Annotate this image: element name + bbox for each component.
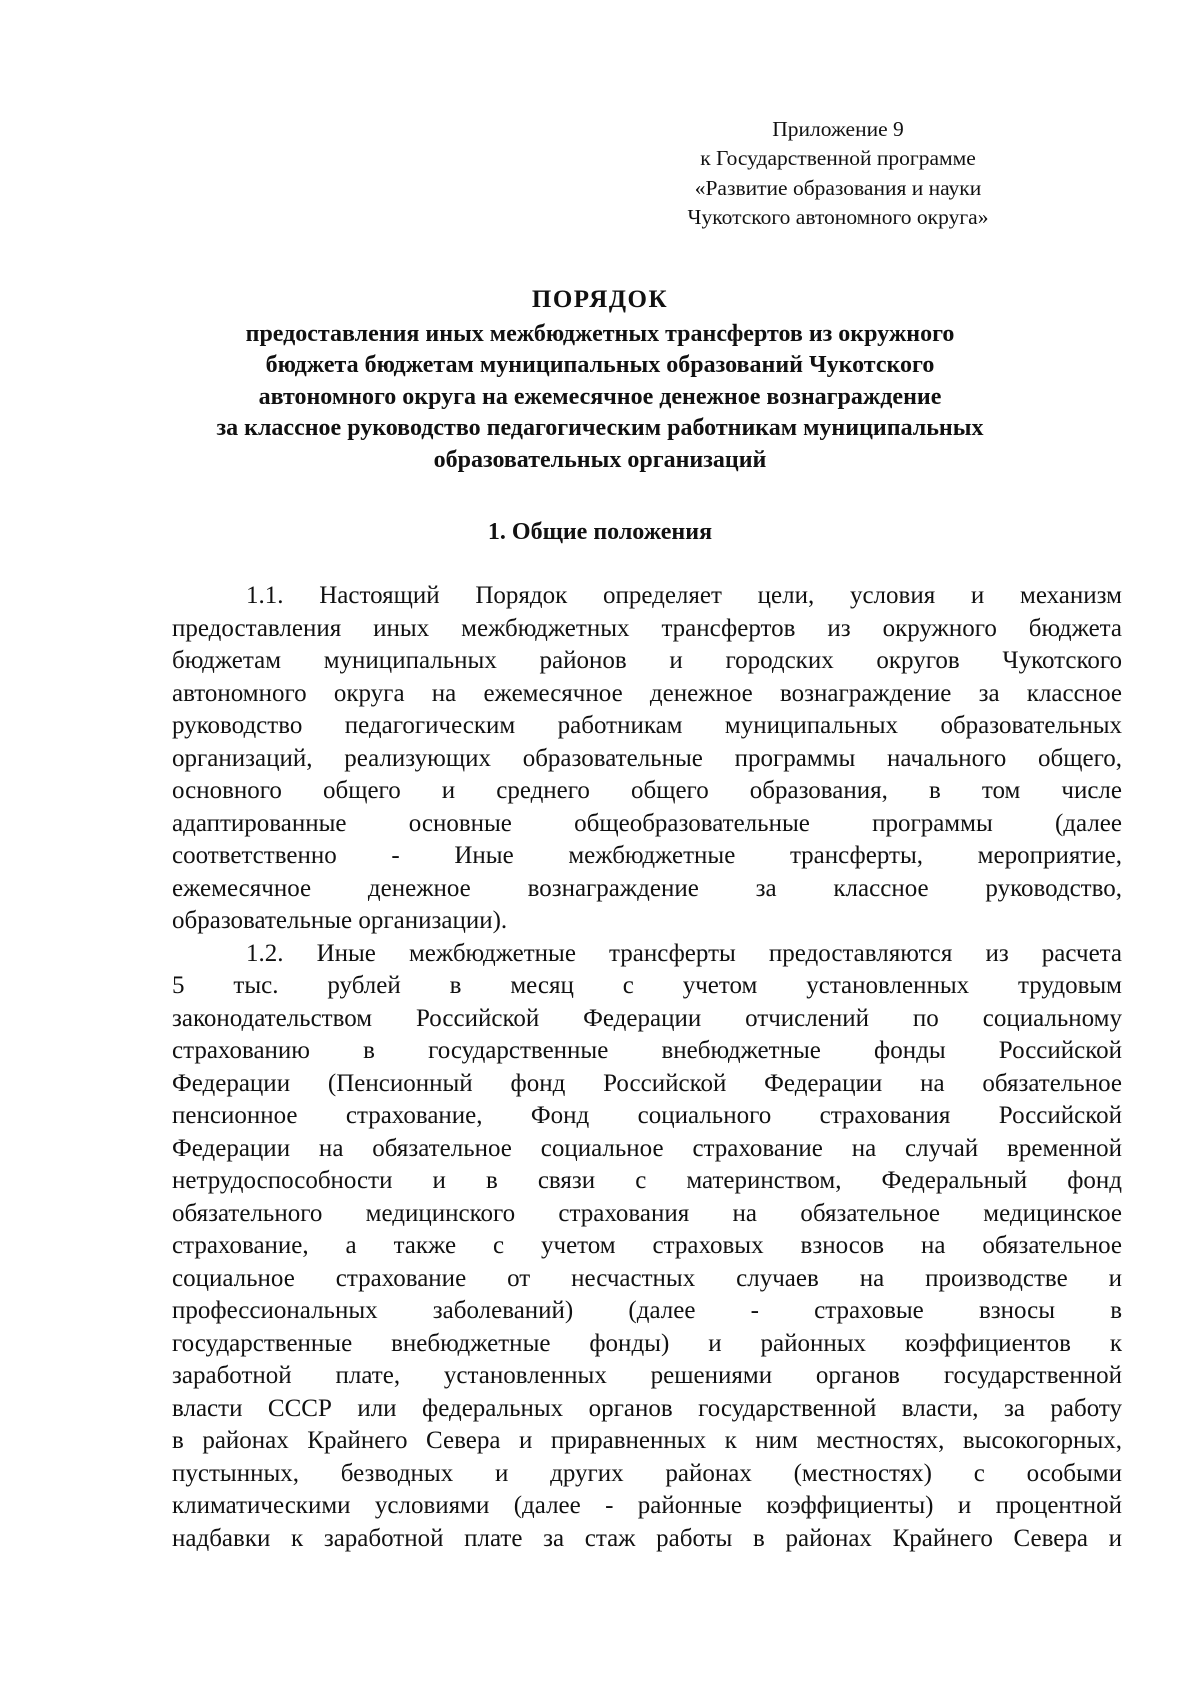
paragraph-1-1 <box>172 580 1122 938</box>
paragraph-1-2 <box>172 938 1122 1556</box>
subtitle-line: образовательных организаций <box>433 446 767 473</box>
appendix-line: Чукотского автономного округа» <box>687 204 989 229</box>
subtitle-line: за классное руководство педагогическим работникам муниципальных <box>216 415 984 442</box>
paragraph-line: руководство педагогическим работникам муниципальных образовательных <box>172 712 1122 739</box>
paragraph-line: в районах Крайнего Севера и приравненных к ним местностях, высокогорных, <box>172 1427 1122 1454</box>
appendix-note <box>600 115 1076 232</box>
document-title: ПОРЯДОК <box>531 286 669 313</box>
paragraph-line: пустынных, безводных и других районах (местностях) с особыми <box>172 1459 1122 1487</box>
document-subtitle <box>150 319 1050 476</box>
subtitle-line: автономного округа на ежемесячное денежное вознаграждение <box>258 383 942 410</box>
paragraph-line: страхование, а также с учетом страховых взносов на обязательное <box>172 1232 1122 1259</box>
paragraph-line: социальное страхование от несчастных случаев на производстве и <box>172 1264 1122 1292</box>
paragraph-line: страхованию в государственные внебюджетные фонды Российской <box>172 1037 1122 1064</box>
paragraph-line: обязательного медицинского страхования на обязательное медицинское <box>172 1199 1122 1227</box>
paragraph-line: ежемесячное денежное вознаграждение за классное руководство, <box>172 874 1122 902</box>
paragraph-line: Федерации (Пенсионный фонд Российской Федерации на обязательное <box>172 1069 1122 1097</box>
appendix-line: «Развитие образования и науки <box>694 175 982 200</box>
paragraph-line: Федерации на обязательное социальное страхование на случай временной <box>172 1134 1122 1162</box>
paragraph-line: законодательством Российской Федерации отчислений по социальному <box>172 1004 1122 1032</box>
paragraph-line: профессиональных заболеваний) (далее - страховые взносы в <box>172 1297 1122 1324</box>
paragraph-line: нетрудоспособности и в связи с материнством, Федеральный фонд <box>172 1167 1122 1194</box>
paragraph-line: 5 тыс. рублей в месяц с учетом установленных трудовым <box>172 972 1122 999</box>
paragraph-line: заработной плате, установленных решениями органов государственной <box>172 1362 1122 1389</box>
subtitle-line: предоставления иных межбюджетных трансфертов из окружного <box>245 321 955 347</box>
paragraph-line: основного общего и среднего общего образования, в том числе <box>172 777 1122 804</box>
paragraph-line: пенсионное страхование, Фонд социального страхования Российской <box>172 1102 1122 1129</box>
subtitle-line: бюджета бюджетам муниципальных образований Чукотского <box>265 352 935 379</box>
paragraph-line: предоставления иных межбюджетных трансфертов из окружного бюджета <box>172 614 1122 642</box>
section-heading: 1. Общие положения <box>487 519 713 545</box>
paragraph-line: надбавки к заработной плате за стаж работы в районах Крайнего Севера и <box>172 1524 1122 1552</box>
paragraph-line: адаптированные основные общеобразовательные программы (далее <box>172 809 1122 837</box>
paragraph-line: 1.2. Иные межбюджетные трансферты предоставляются из расчета <box>246 939 1122 967</box>
paragraph-line: бюджетам муниципальных районов и городских округов Чукотского <box>172 647 1122 674</box>
appendix-line: Приложение 9 <box>772 117 904 141</box>
paragraph-line: 1.1. Настоящий Порядок определяет цели, условия и механизм <box>246 582 1122 609</box>
paragraph-line: автономного округа на ежемесячное денежное вознаграждение за классное <box>172 679 1122 707</box>
paragraph-line: организаций, реализующих образовательные программы начального общего, <box>172 744 1122 772</box>
paragraph-line: соответственно - Иные межбюджетные трансферты, мероприятие, <box>172 842 1122 869</box>
paragraph-line: власти СССР или федеральных органов государственной власти, за работу <box>172 1394 1122 1422</box>
paragraph-line: государственные внебюджетные фонды) и районных коэффициентов к <box>172 1329 1122 1357</box>
paragraph-line: образовательные организации). <box>172 907 508 934</box>
appendix-line: к Государственной программе <box>700 146 976 171</box>
body-text <box>172 580 1122 1555</box>
paragraph-line: климатическими условиями (далее - районные коэффициенты) и процентной <box>172 1492 1122 1519</box>
